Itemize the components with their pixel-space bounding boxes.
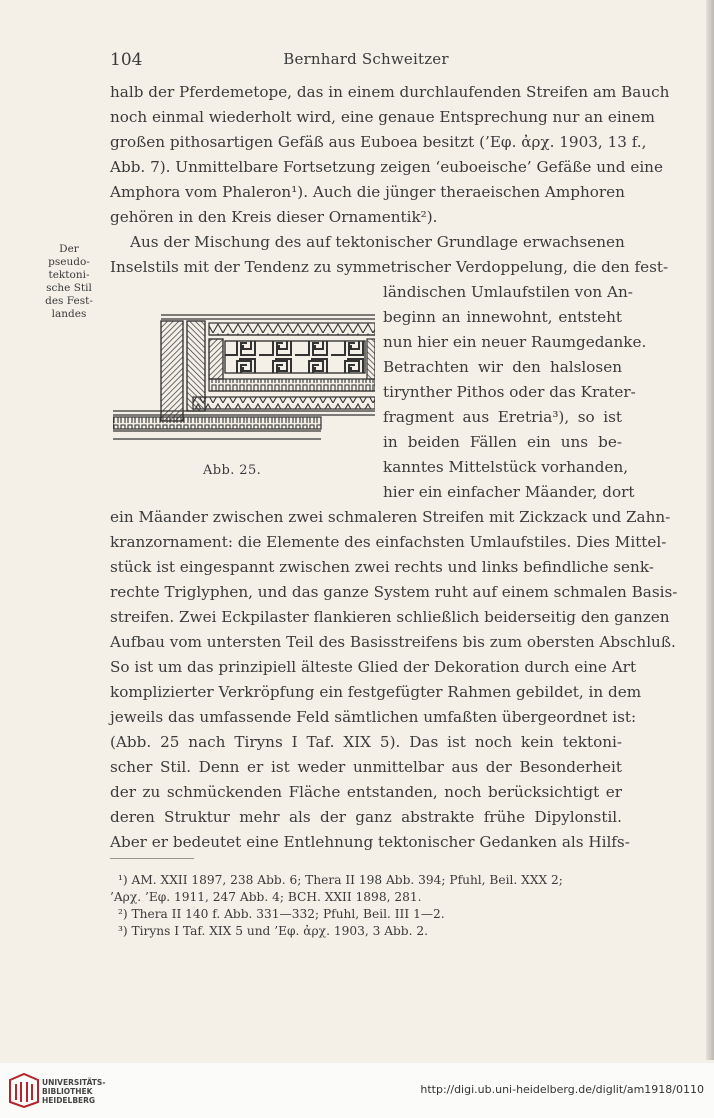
text-line: noch einmal wiederholt wird, eine genaue Entsprechung nur an einem [110,108,655,126]
text-line: stück ist eingespannt zwischen zwei rechts und links befindliche senk- [110,558,654,576]
text-line: Aber er bedeutet eine Entlehnung tektonischer Gedanken als Hilfs- [110,833,630,851]
text-line: kanntes Mittelstück vorhanden, [383,458,629,476]
footnote-rule [110,858,194,859]
text-line: jeweils das umfassende Feld sämtlichen umfaßten übergeordnet ist: [110,708,637,726]
text-line: hier ein einfacher Mäander, dort [383,483,635,501]
figure-caption: Abb. 25. [203,463,262,478]
page-number: 104 [110,50,143,70]
text-line: streifen. Zwei Eckpilaster flankieren schließlich beiderseitig den ganzen [110,608,670,626]
page-edge-shadow [706,0,714,1060]
text-line: rechte Triglyphen, und das ganze System ruht auf einem schmalen Basis- [110,583,678,601]
running-head: Bernhard Schweitzer [283,50,449,68]
text-line: deren Struktur mehr als der ganz abstrakte frühe Dipylonstil. [110,808,622,826]
library-name-line: BIBLIOTHEK [42,1087,93,1096]
text-line: in beiden Fällen ein uns be- [383,433,622,451]
margin-note-line: landes [51,308,87,320]
margin-note-line: des Fest- [45,295,93,307]
footer-bar [0,1063,714,1118]
margin-note-line: tektoni- [48,269,90,281]
library-name-line: HEIDELBERG [42,1096,96,1105]
text-line: kranzornament: die Elemente des einfachsten Umlaufstiles. Dies Mittel- [110,533,667,551]
footnote: ¹) AM. XXII 1897, 238 Abb. 6; Thera II 198 Abb. 394; Pfuhl, Beil. XXX 2; [118,873,563,887]
footnote: ²) Thera II 140 f. Abb. 331—332; Pfuhl, Beil. III 1—2. [118,907,445,921]
margin-note [38,243,100,321]
text-line: (Abb. 25 nach Tiryns I Taf. XIX 5). Das ist noch kein tektoni- [110,733,622,751]
page-header [110,50,622,74]
margin-note-line: Der [59,243,79,255]
text-line: Betrachten wir den halslosen [383,358,622,376]
text-line: beginn an innewohnt, entsteht [383,308,622,326]
text-line: fragment aus Eretria³), so ist [383,408,622,426]
footnote: ’Αρχ. ’Εφ. 1911, 247 Abb. 4; BCH. XXII 1898, 281. [110,890,422,904]
text-line: ländischen Umlaufstilen von An- [383,283,633,301]
ornament-figure [113,313,375,460]
text-line: der zu schmückenden Fläche entstanden, noch berücksichtigt er [110,783,622,801]
library-logo-icon [8,1072,40,1108]
text-line: Inselstils mit der Tendenz zu symmetrischer Verdoppelung, die den fest- [110,258,669,276]
margin-note-line: sche Stil [46,282,92,294]
text-line: scher Stil. Denn er ist weder unmittelbar aus der Besonderheit [110,758,622,776]
text-line: tirynther Pithos oder das Krater- [383,383,636,401]
text-line: ein Mäander zwischen zwei schmaleren Streifen mit Zickzack und Zahn- [110,508,671,526]
text-line: Amphora vom Phaleron¹). Auch die jünger theraeischen Amphoren [110,183,625,201]
library-name-line: UNIVERSITÄTS- [42,1078,106,1087]
source-url-link[interactable]: http://digi.ub.uni-heidelberg.de/diglit/am1918/0110 [420,1083,704,1096]
library-name [42,1078,105,1105]
text-line: gehören in den Kreis dieser Ornamentik²). [110,208,438,226]
footnote: ³) Tiryns I Taf. XIX 5 und ’Εφ. ἀρχ. 1903, 3 Abb. 2. [118,924,428,938]
text-line: So ist um das prinzipiell älteste Glied der Dekoration durch eine Art [110,658,637,676]
text-line: halb der Pferdemetope, das in einem durchlaufenden Streifen am Bauch [110,83,670,101]
text-line: Abb. 7). Unmittelbare Fortsetzung zeigen ‘euboeische’ Gefäße und eine [110,158,663,176]
text-line: Aufbau vom untersten Teil des Basisstreifens bis zum obersten Abschluß. [110,633,676,651]
margin-note-line: pseudo- [48,256,90,268]
text-line: großen pithosartigen Gefäß aus Euboea besitzt (’Εφ. ἀρχ. 1903, 13 f., [110,133,647,151]
text-line: Aus der Mischung des auf tektonischer Grundlage erwachsenen [130,233,625,251]
text-line: nun hier ein neuer Raumgedanke. [383,333,647,351]
text-line: komplizierter Verkröpfung ein festgefügter Rahmen gebildet, in dem [110,683,642,701]
